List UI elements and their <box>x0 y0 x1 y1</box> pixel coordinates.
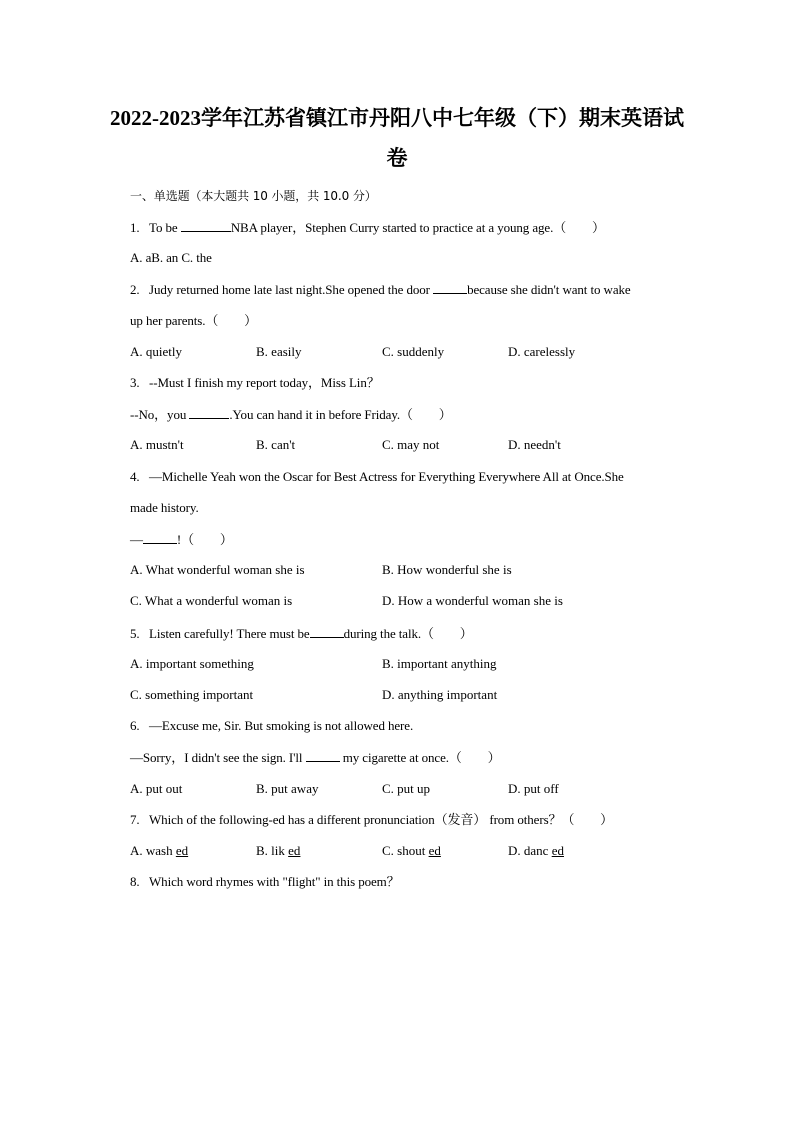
question-text: !（ ） <box>176 532 233 547</box>
question-4 <box>130 469 624 485</box>
question-number: 7. <box>130 812 140 827</box>
option-c <box>382 843 441 859</box>
question-text: .You can hand it in before Friday.（ ） <box>229 407 452 422</box>
question-1 <box>130 219 605 236</box>
option-b: B. easily <box>256 344 302 359</box>
question-8 <box>130 874 400 890</box>
section-heading: 一、单选题（本大题共 10 小题，共 10.0 分） <box>130 189 377 203</box>
option-c: C. may not <box>382 437 440 452</box>
underlined-suffix: ed <box>288 843 301 858</box>
question-7 <box>130 812 613 828</box>
answer-blank <box>310 625 344 638</box>
option-a: A. important something <box>130 656 254 671</box>
question-number: 6. <box>130 718 140 733</box>
question-text: —Sorry，I didn't see the sign. I'll <box>130 750 306 765</box>
answer-blank <box>189 406 229 419</box>
option-label: B. lik <box>256 843 289 858</box>
answer-blank <box>181 219 231 232</box>
option-a <box>130 843 188 859</box>
question-text: —Excuse me, Sir. But smoking is not allowed here. <box>149 718 414 733</box>
underlined-suffix: ed <box>428 843 441 858</box>
option-d <box>508 843 564 859</box>
option-c: C. something important <box>130 687 254 702</box>
option-d: D. How a wonderful woman she is <box>382 593 563 608</box>
option-a: A. What wonderful woman she is <box>130 562 305 577</box>
question-number: 5. <box>130 626 140 641</box>
question-text: --No，you <box>130 407 190 422</box>
question-text: my cigarette at once.（ ） <box>339 750 501 765</box>
option-d: D. anything important <box>382 687 498 702</box>
question-2 <box>130 281 631 298</box>
question-number: 1. <box>130 220 140 235</box>
option-c: C. put up <box>382 781 431 796</box>
question-2-continued: up her parents.（ ） <box>130 313 257 328</box>
question-number: 3. <box>130 375 140 390</box>
option-d: D. needn't <box>508 437 561 452</box>
question-6-reply <box>130 749 501 766</box>
answer-blank <box>143 531 177 544</box>
option-label: C. shout <box>382 843 429 858</box>
question-text: — <box>130 532 143 547</box>
question-text: NBA player，Stephen Curry started to practice at a young age.（ ） <box>230 220 605 235</box>
option-b <box>256 843 300 859</box>
option-a: A. quietly <box>130 344 182 359</box>
question-text: Which word rhymes with "flight" in this poem？ <box>149 874 400 889</box>
underlined-suffix: ed <box>175 843 189 858</box>
option-d: D. put off <box>508 781 559 796</box>
question-4-continued: made history. <box>130 500 199 515</box>
question-number: 2. <box>130 282 140 297</box>
option-a: A. put out <box>130 781 183 796</box>
page-title-continued: 卷 <box>386 146 408 170</box>
question-3 <box>130 375 380 391</box>
option-b: B. put away <box>256 781 319 796</box>
question-text: during the talk.（ ） <box>343 626 473 641</box>
question-4-reply <box>130 531 233 548</box>
answer-blank <box>433 281 467 294</box>
option-label: A. wash <box>130 843 176 858</box>
question-text: Which of the following-ed has a different pronunciation（发音） from others？（ ） <box>149 812 614 827</box>
question-number: 8. <box>130 874 140 889</box>
option-label: D. danc <box>508 843 552 858</box>
option-b: B. important anything <box>382 656 497 671</box>
question-1-options: A. aB. an C. the <box>130 250 212 265</box>
option-c: C. suddenly <box>382 344 445 359</box>
question-number: 4. <box>130 469 140 484</box>
question-text: Judy returned home late last night.She opened the door <box>149 282 434 297</box>
question-text: Listen carefully! There must be <box>149 626 310 641</box>
page-title: 2022-2023学年江苏省镇江市丹阳八中七年级（下）期末英语试 <box>110 106 684 130</box>
option-d: D. carelessly <box>508 344 576 359</box>
question-5 <box>130 625 473 642</box>
option-c: C. What a wonderful woman is <box>130 593 293 608</box>
option-a: A. mustn't <box>130 437 184 452</box>
question-text: —Michelle Yeah won the Oscar for Best Actress for Everything Everywhere All at Once.She <box>149 469 624 484</box>
option-b: B. How wonderful she is <box>382 562 512 577</box>
question-3-reply <box>130 406 452 423</box>
question-text: --Must I finish my report today，Miss Lin？ <box>149 375 380 390</box>
question-6 <box>130 718 413 734</box>
answer-blank <box>306 749 340 762</box>
option-b: B. can't <box>256 437 296 452</box>
question-text: because she didn't want to wake <box>467 282 631 297</box>
question-text: To be <box>149 220 181 235</box>
underlined-suffix: ed <box>551 843 564 858</box>
